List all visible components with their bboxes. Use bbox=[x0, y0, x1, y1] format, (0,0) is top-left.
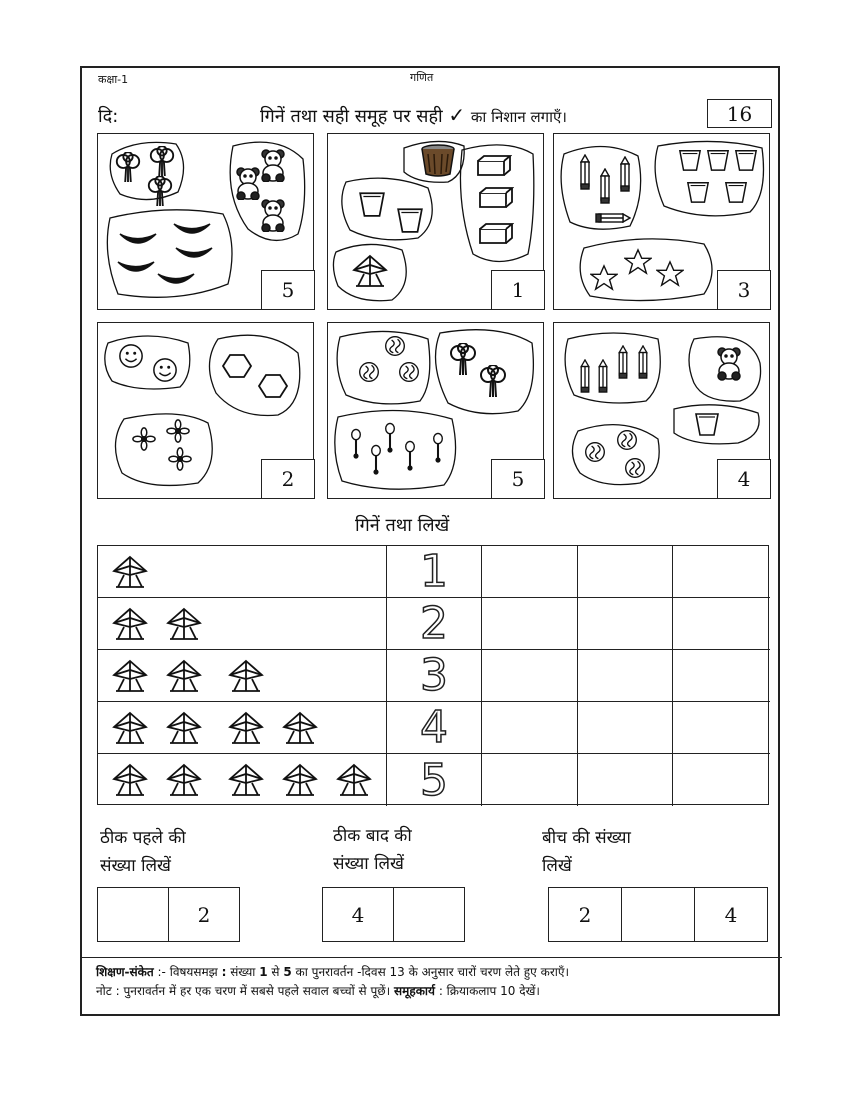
kite-group bbox=[106, 547, 386, 597]
kite-picture-cell bbox=[98, 702, 387, 754]
after-answer-boxes bbox=[322, 887, 465, 942]
write-answer-cell[interactable] bbox=[482, 702, 578, 754]
kite-icon bbox=[114, 765, 146, 795]
trace-digit-cell[interactable] bbox=[387, 702, 482, 754]
class-label: कक्षा-1 bbox=[98, 73, 129, 86]
kite-icon bbox=[230, 765, 262, 795]
footer-colon: : bbox=[221, 965, 227, 979]
write-answer-cell[interactable] bbox=[482, 546, 578, 598]
footer-line-2 bbox=[96, 982, 776, 1001]
footer-number: 1 bbox=[259, 965, 268, 979]
write-answer-cell[interactable] bbox=[578, 546, 673, 598]
table-row bbox=[98, 754, 768, 806]
panel-number: 2 bbox=[261, 459, 315, 499]
footer-text: नोट : पुनरावर्तन में हर एक चरण में सबसे पहले सवाल बच्चों से पूछें। bbox=[96, 984, 395, 998]
before-answer-boxes bbox=[97, 887, 240, 942]
given-number: 2 bbox=[168, 888, 239, 941]
teaching-hint-label: शिक्षण-संकेत bbox=[96, 965, 154, 979]
kite-icon bbox=[230, 713, 262, 743]
kite-icon bbox=[114, 557, 146, 587]
panel-number: 4 bbox=[717, 459, 771, 499]
footer-text: संख्या bbox=[226, 965, 260, 979]
panel-pencils-cups-stars[interactable] bbox=[553, 133, 770, 310]
before-question bbox=[100, 824, 186, 880]
trace-digit-cell[interactable] bbox=[387, 754, 482, 806]
kite-picture-cell bbox=[98, 754, 387, 806]
write-answer-cell[interactable] bbox=[578, 650, 673, 702]
between-answer-boxes bbox=[548, 887, 768, 942]
kite-icon bbox=[230, 661, 262, 691]
footer-divider bbox=[82, 957, 782, 958]
table-row bbox=[98, 598, 768, 650]
kite-icon bbox=[168, 661, 200, 691]
table-row bbox=[98, 702, 768, 754]
kite-picture-cell bbox=[98, 650, 387, 702]
dotted-digit: 4 bbox=[420, 702, 448, 753]
dotted-digit: 1 bbox=[420, 546, 448, 597]
kite-picture-cell bbox=[98, 598, 387, 650]
kite-icon bbox=[338, 765, 370, 795]
kite-icon bbox=[114, 609, 146, 639]
write-answer-cell[interactable] bbox=[482, 650, 578, 702]
write-answer-cell[interactable] bbox=[482, 598, 578, 650]
subject-label: गणित bbox=[410, 71, 434, 84]
footer-text: से bbox=[267, 965, 284, 979]
before-question-line2: संख्या लिखें bbox=[100, 856, 171, 876]
write-answer-cell[interactable] bbox=[673, 546, 770, 598]
kite-icon bbox=[284, 713, 316, 743]
kite-icon bbox=[114, 661, 146, 691]
panel-number: 5 bbox=[261, 270, 315, 310]
footer-number: 5 bbox=[283, 965, 292, 979]
trace-digit-cell[interactable] bbox=[387, 650, 482, 702]
answer-box[interactable] bbox=[393, 888, 464, 941]
write-answer-cell[interactable] bbox=[673, 650, 770, 702]
between-question-line1: बीच की संख्या bbox=[542, 828, 631, 848]
panel-trees-bears-bananas[interactable] bbox=[97, 133, 314, 310]
between-question bbox=[542, 824, 631, 880]
kite-group bbox=[106, 703, 386, 753]
panel-marbles-trees-spoons[interactable] bbox=[327, 322, 544, 499]
task1-instruction-tail: का निशान लगाएँ। bbox=[470, 108, 567, 126]
panel-smileys-hexagons-flowers[interactable] bbox=[97, 322, 314, 499]
kite-group bbox=[106, 651, 386, 701]
answer-box[interactable] bbox=[621, 888, 694, 941]
panel-bucket-cups-boxes-kite[interactable] bbox=[327, 133, 544, 310]
task2-title: गिनें तथा लिखें bbox=[355, 515, 450, 536]
trace-digit-cell[interactable] bbox=[387, 546, 482, 598]
footer-text: :- विषयसमझ bbox=[153, 965, 222, 979]
trace-digit-cell[interactable] bbox=[387, 598, 482, 650]
kite-picture-cell bbox=[98, 546, 387, 598]
date-label: दि: bbox=[98, 106, 119, 127]
footer-line-1 bbox=[96, 963, 776, 982]
write-answer-cell[interactable] bbox=[578, 702, 673, 754]
given-number: 4 bbox=[694, 888, 767, 941]
page-number: 16 bbox=[707, 99, 772, 128]
table-row bbox=[98, 650, 768, 702]
kite-icon bbox=[114, 713, 146, 743]
task1-instruction bbox=[260, 103, 567, 128]
task1-instruction-text: गिनें तथा सही समूह पर सही bbox=[260, 106, 443, 127]
between-question-line2: लिखें bbox=[542, 856, 572, 876]
kite-icon bbox=[284, 765, 316, 795]
after-question-line2: संख्या लिखें bbox=[333, 854, 404, 874]
footer-text: : क्रियाकलाप 10 देखें। bbox=[435, 984, 540, 998]
kite-icon bbox=[168, 713, 200, 743]
after-question-line1: ठीक बाद की bbox=[333, 826, 412, 846]
dotted-digit: 3 bbox=[420, 650, 448, 701]
dotted-digit: 2 bbox=[420, 598, 448, 649]
panel-number: 5 bbox=[491, 459, 545, 499]
given-number: 4 bbox=[351, 902, 365, 927]
kite-icon bbox=[168, 765, 200, 795]
panel-number: 3 bbox=[717, 270, 771, 310]
write-answer-cell[interactable] bbox=[482, 754, 578, 806]
panel-pencils-bear-cup-marbles[interactable] bbox=[553, 322, 770, 499]
after-question bbox=[333, 822, 412, 878]
kite-icon bbox=[168, 609, 200, 639]
before-question-line1: ठीक पहले की bbox=[100, 828, 186, 848]
panel-number: 1 bbox=[491, 270, 545, 310]
footer-text: का पुनरावर्तन -दिवस 13 के अनुसार चारों चरण लेते हुए कराएँ। bbox=[291, 965, 570, 979]
table-row bbox=[98, 546, 768, 598]
kite-group bbox=[106, 599, 386, 649]
answer-box[interactable] bbox=[98, 888, 168, 941]
write-answer-cell[interactable] bbox=[578, 598, 673, 650]
kite-group bbox=[106, 755, 386, 805]
footer-notes bbox=[96, 963, 776, 1001]
count-write-table bbox=[97, 545, 769, 805]
write-answer-cell[interactable] bbox=[673, 702, 770, 754]
write-answer-cell[interactable] bbox=[673, 598, 770, 650]
check-mark-icon: ✓ bbox=[448, 103, 466, 127]
write-answer-cell[interactable] bbox=[578, 754, 673, 806]
given-number: 2 bbox=[578, 902, 592, 927]
write-answer-cell[interactable] bbox=[673, 754, 770, 806]
group-work-label: समूहकार्य bbox=[394, 984, 435, 998]
dotted-digit: 5 bbox=[420, 754, 448, 806]
